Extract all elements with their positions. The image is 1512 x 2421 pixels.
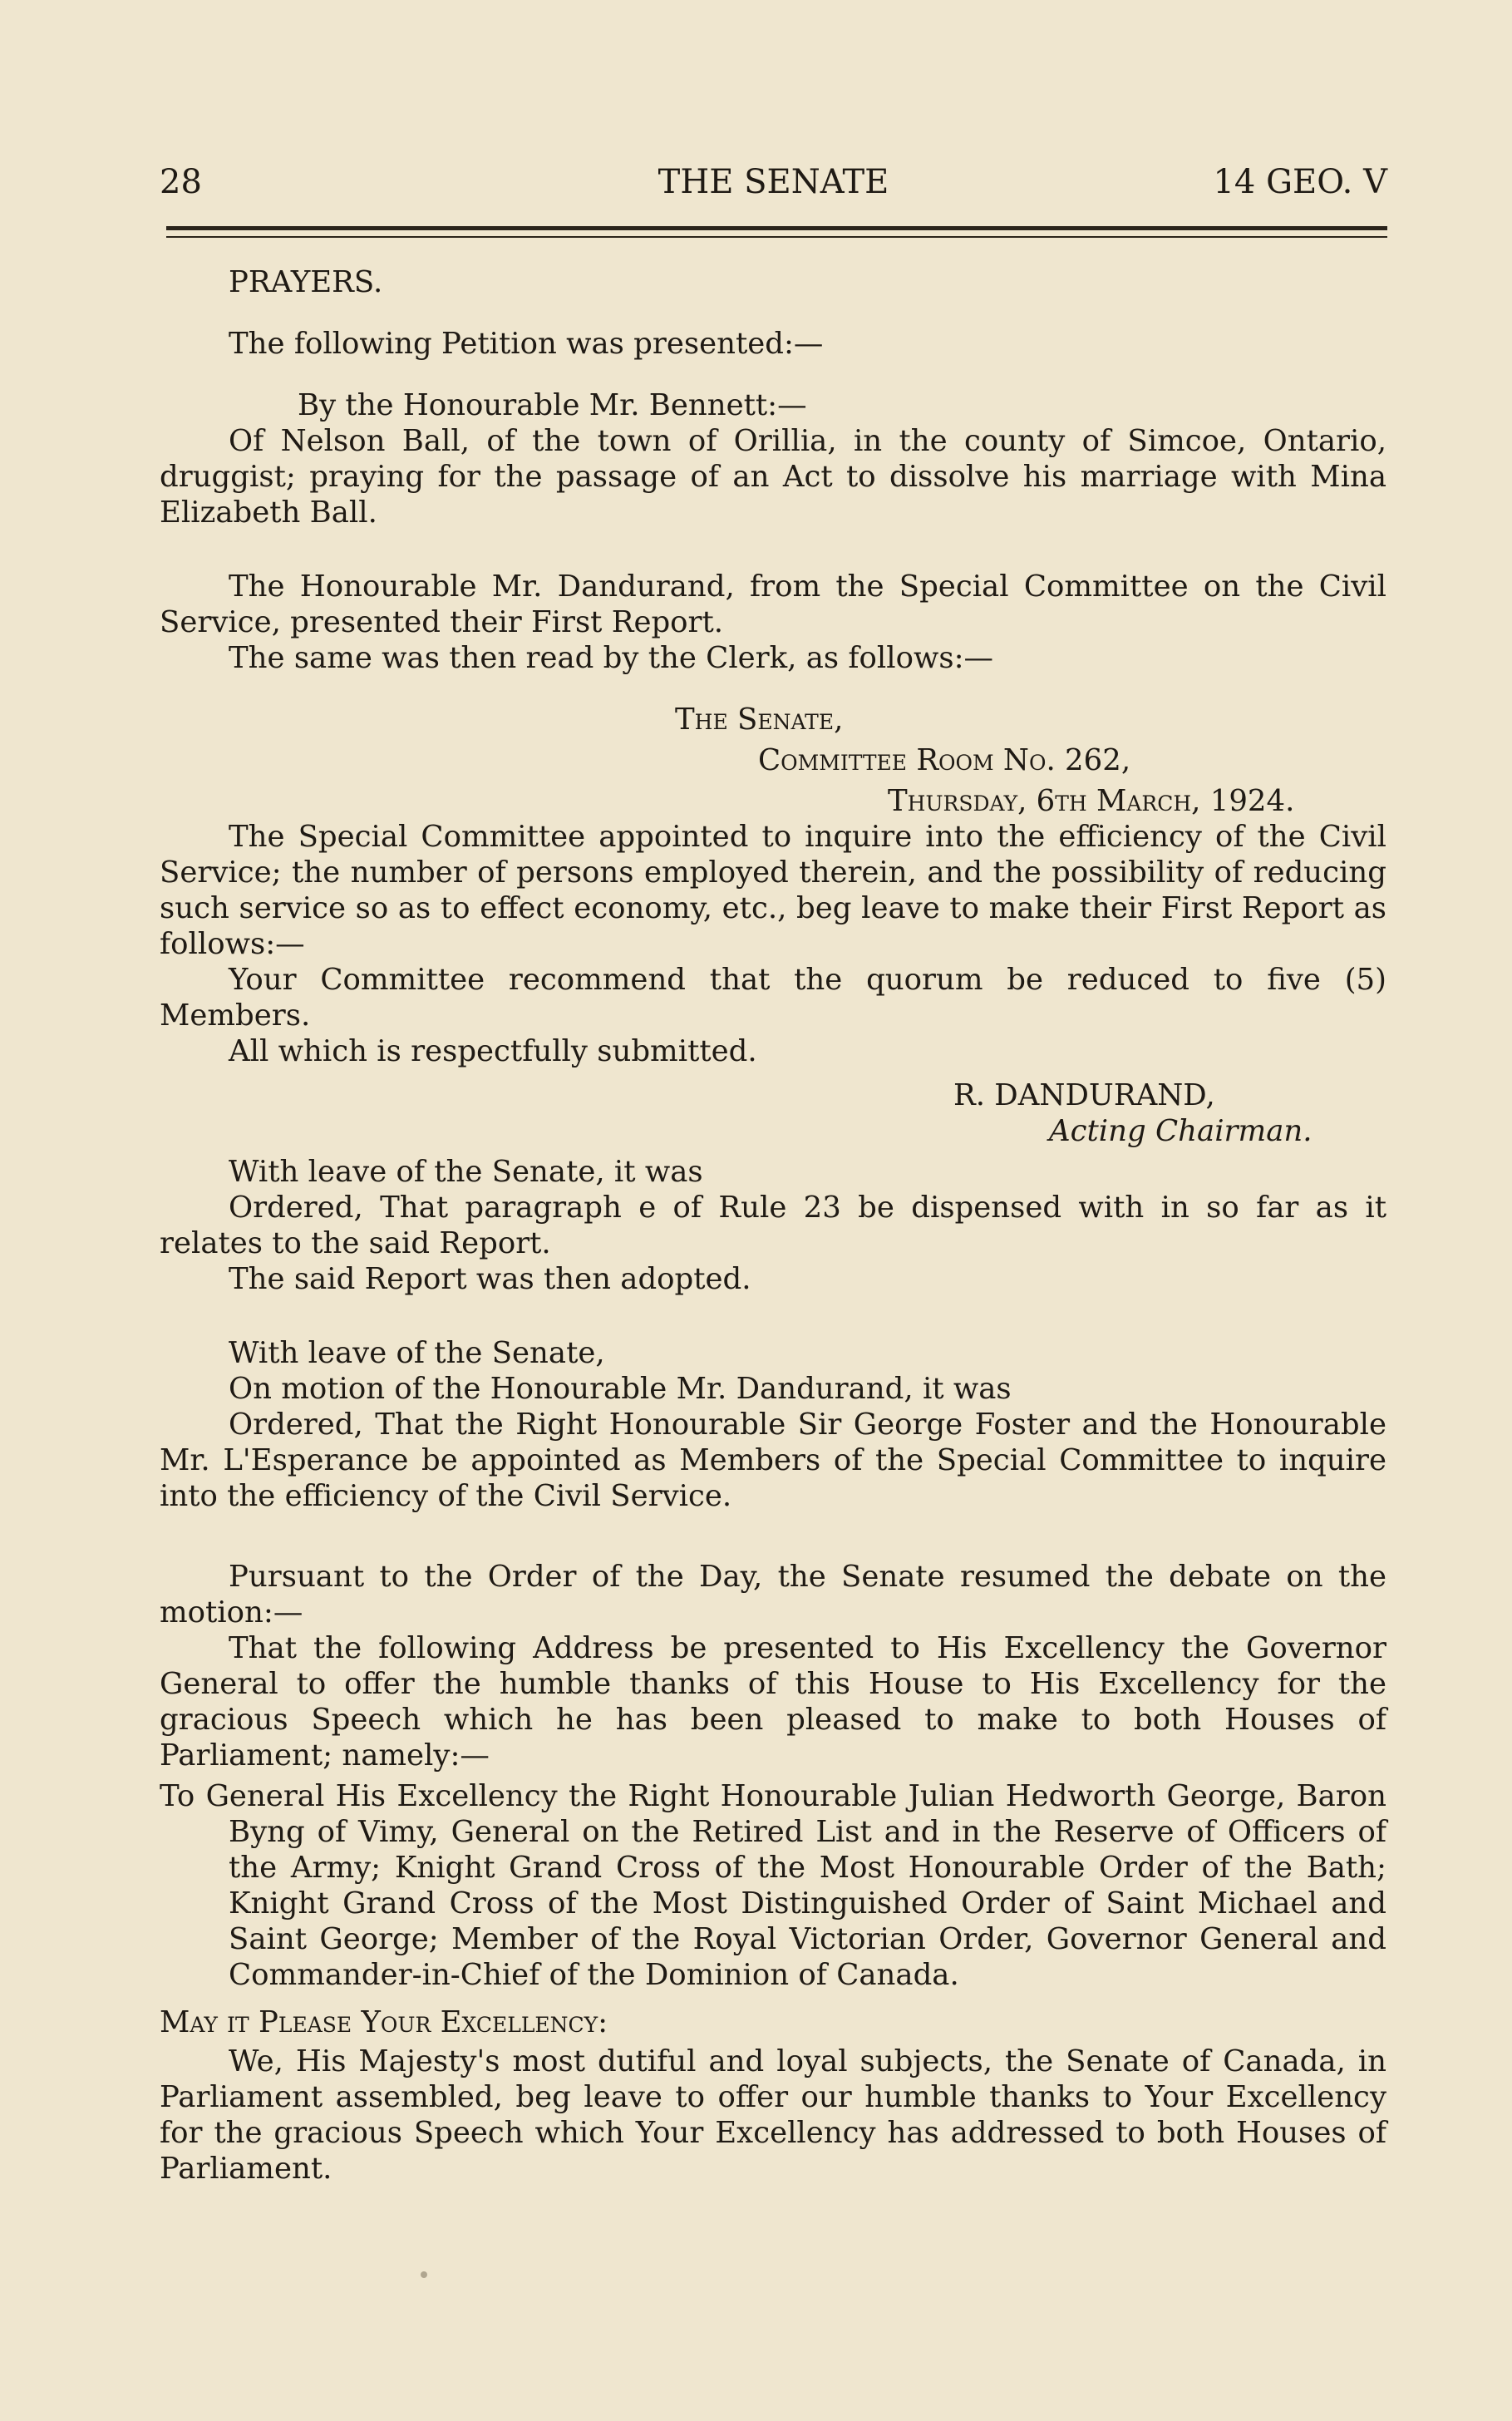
running-header [160,163,1387,213]
committee-text: The Special Committee appointed to inquire into the efficiency of the Civil Service; the number of persons employed therein, and the possibility of reducing such service so as to effect economy, etc., beg leave to make their First Report as follows:— [160,820,1386,961]
pursuant-order: Pursuant to the Order of the Day, the Senate resumed the debate on the motion:— [160,1560,1386,1630]
page-body [160,264,1386,2187]
letter-room: Committee Room No. 262, [758,743,1131,777]
report-presented: The Honourable Mr. Dandurand, from the Special Committee on the Civil Service, presented their First Report. [160,570,1386,639]
letter-addressee: The Senate, [675,703,844,737]
header-session: 14 GEO. V [1213,163,1387,201]
signature-name: R. DANDURAND, [953,1078,1215,1112]
header-rule-thin [166,236,1387,238]
ordered-rule: Ordered, That paragraph e of Rule 23 be dispensed with in so far as it relates to the said Report. [160,1191,1386,1260]
report-adopted: The said Report was then adopted. [229,1262,751,1296]
petition-text: Of Nelson Ball, of the town of Orillia, in the county of Simcoe, Ontario, druggist; praying for the passage of an Act to dissolve his marriage with Mina Elizabeth Ball. [160,424,1386,530]
header-rule-thick [166,226,1387,230]
leave-of-senate: With leave of the Senate, it was [229,1155,703,1189]
motion-dandurand: On motion of the Honourable Mr. Dandurand, it was [229,1372,1012,1406]
address-to-general: To General His Excellency the Right Honourable Julian Hedworth George, Baron Byng of Vimy, General on the Retired List and in the Reserve of Officers of the Army; Knight Grand Cross of the Most Honourable Order of the Bath; Knight Grand Cross of the Most Distinguished Order of Saint Michael and Saint George; Member of the Royal Victorian Order, Governor General and Commander-in-Chief of the Dominion of Canada. [160,1779,1386,1992]
respectfully-submitted: All which is respectfully submitted. [229,1034,757,1068]
quorum-recommendation: Your Committee recommend that the quorum be reduced to five (5) Members. [160,963,1386,1033]
read-by-clerk: The same was then read by the Clerk, as follows:— [229,641,994,675]
petition-intro: The following Petition was presented:— [229,327,824,361]
signature-title: Acting Chairman. [1049,1114,1313,1148]
leave-of-senate-2: With leave of the Senate, [229,1336,605,1370]
ordered-foster: Ordered, That the Right Honourable Sir George Foster and the Honourable Mr. L'Esperance be appointed as Members of the Special Committee to inquire into the efficiency of the Civil Service. [160,1408,1386,1513]
petition-presenter: By the Honourable Mr. Bennett:— [298,388,807,422]
may-it-please: May it Please Your Excellency: [160,2005,608,2039]
header-title: THE SENATE [657,163,889,201]
prayers-heading: PRAYERS. [229,265,383,299]
letter-date: Thursday, 6th March, 1924. [888,784,1295,818]
address-body: We, His Majesty's most dutiful and loyal subjects, the Senate of Canada, in Parliament assembled, beg leave to offer our humble thanks to Your Excellency for the gracious Speech which Your Excellency has addressed to both Houses of Parliament. [160,2044,1386,2186]
paper-speck [421,2271,427,2278]
page-number: 28 [160,163,202,201]
address-motion: That the following Address be presented to His Excellency the Governor General to offer the humble thanks of this House to His Excellency for the gracious Speech which he has been pleased to make to both Houses of Parliament; namely:— [160,1631,1386,1773]
